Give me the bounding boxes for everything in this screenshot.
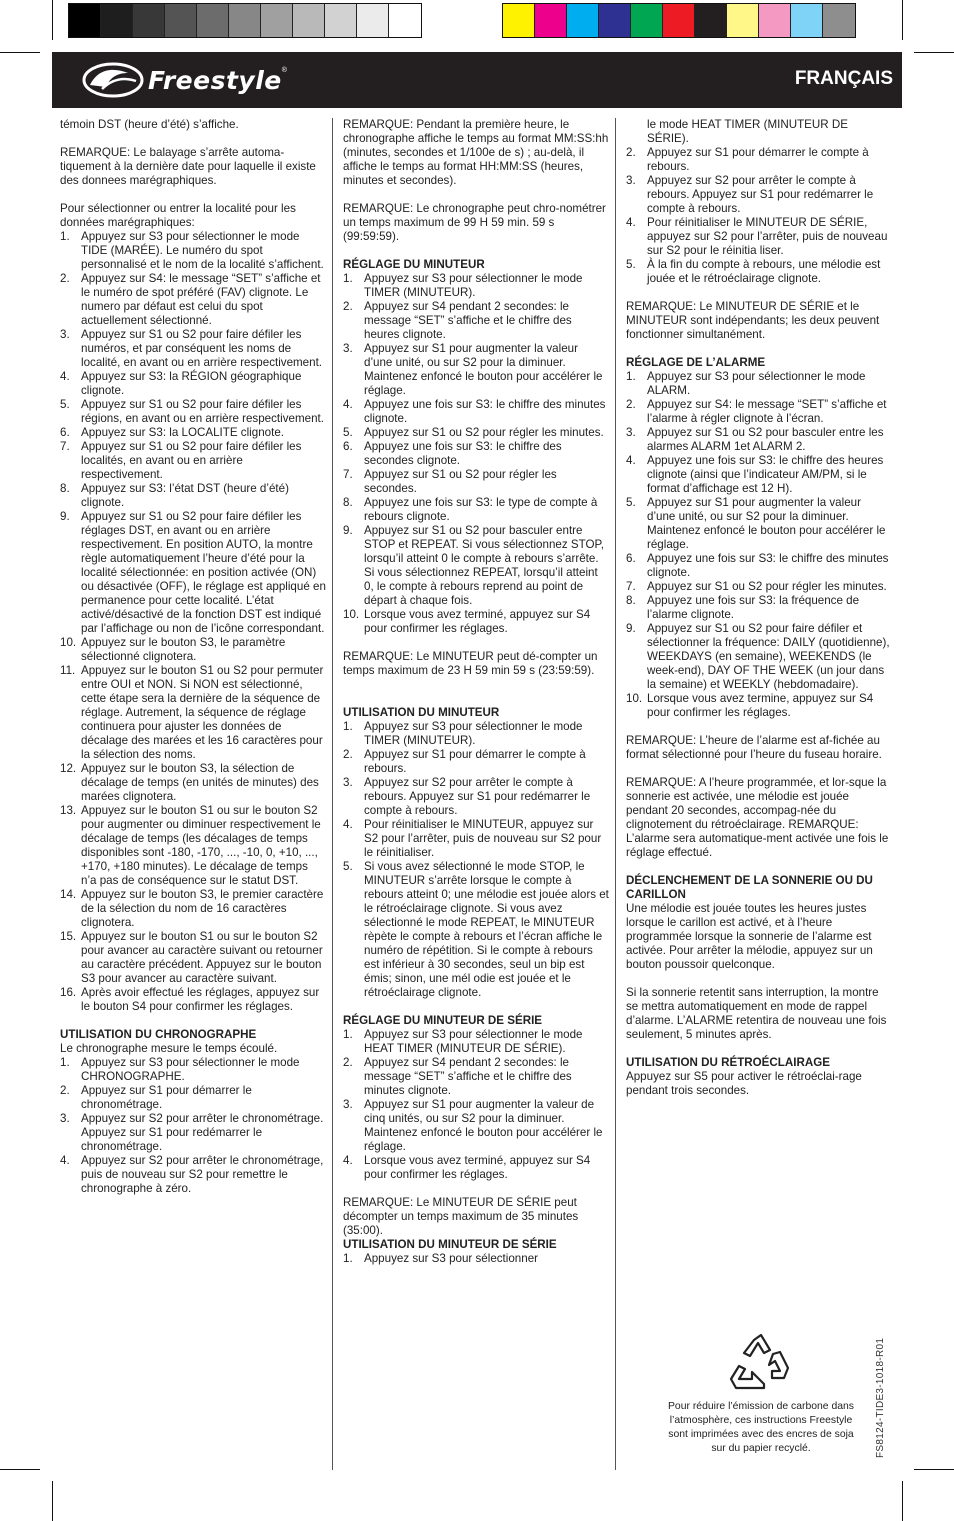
list-item-number	[626, 118, 647, 146]
list-item	[60, 426, 326, 440]
list-item-text: Appuyez sur S1 ou S2 pour faire défiler les localités, en avant ou en arrière respectivement.	[81, 440, 302, 481]
section-heading: DÉCLENCHEMENT DE LA SONNERIE OU DU CARILLON	[626, 874, 873, 901]
list-item-number: 16.	[60, 986, 77, 999]
list-item	[60, 1112, 326, 1154]
section-heading: RÉGLAGE DU MINUTEUR DE SÉRIE	[343, 1014, 543, 1027]
list-item-number: 2.	[343, 748, 353, 761]
list-item-text: Appuyez sur S1 ou S2 pour régler les minutes.	[364, 426, 604, 439]
list-item	[626, 454, 892, 496]
section-heading: UTILISATION DU RÉTROÉCLAIRAGE	[626, 1056, 830, 1069]
list-item-number: 2.	[60, 1084, 70, 1097]
list-item	[60, 1056, 326, 1084]
color-swatch	[503, 4, 535, 37]
color-swatch	[325, 4, 357, 37]
column-divider	[332, 118, 333, 1470]
list-item-number: 4.	[60, 370, 70, 383]
color-swatch	[197, 4, 229, 37]
list-item-text: Appuyez sur S3 pour sélectionner le mode TIMER (MINUTEUR).	[364, 720, 583, 747]
list-item-text: Appuyez une fois sur S3: le chiffre des secondes clignote.	[364, 440, 562, 467]
list-item-text: Appuyez une fois sur S3: le chiffre des minutes clignote.	[364, 398, 606, 425]
list-item-text: Appuyez sur S3 pour sélectionner le mode CHRONOGRAPHE.	[81, 1056, 300, 1083]
color-swatch	[133, 4, 165, 37]
list-item-text: Lorsque vous avez terminé, appuyez sur S4 pour confirmer les réglages.	[364, 1154, 591, 1181]
list-item-number: 11.	[60, 664, 76, 677]
list-item-number: 7.	[343, 468, 353, 481]
list-item	[343, 1028, 609, 1056]
list-item-number: 4.	[343, 1154, 353, 1167]
list-item-text: Appuyez sur S1 ou S2 pour régler les secondes.	[364, 468, 557, 495]
list-item-number: 6.	[343, 440, 353, 453]
freestyle-wave-icon	[82, 61, 144, 99]
text-column-2	[343, 118, 609, 1266]
list-item	[60, 482, 326, 510]
list-item-number: 1.	[343, 1028, 353, 1041]
paragraph-spacer	[626, 972, 892, 986]
list-item-text: Appuyez sur S3 pour sélectionner le mode TIMER (MINUTEUR).	[364, 272, 583, 299]
list-item-number: 1.	[343, 720, 353, 733]
list-item	[343, 426, 609, 440]
crop-mark	[0, 1469, 40, 1470]
list-item-text: Appuyez sur S1 pour démarrer le compte à rebours.	[364, 748, 586, 775]
list-item-text: Appuyez sur S4 pendant 2 secondes: le message “SET” s’affiche et le chiffre des heures clignote.	[364, 300, 572, 341]
list-item	[626, 118, 892, 146]
list-item-number: 2.	[343, 300, 353, 313]
list-item-number: 5.	[626, 496, 636, 509]
list-item-text: Appuyez sur S4 pendant 2 secondes: le message “SET” s’affiche et le chiffre des minutes clignote.	[364, 1056, 572, 1097]
list-item-number: 12.	[60, 762, 77, 775]
list-item-number: 9.	[343, 524, 353, 537]
list-item	[626, 370, 892, 398]
language-title: FRANÇAIS	[794, 68, 893, 89]
list-item-number: 3.	[343, 342, 353, 355]
paragraph: REMARQUE: Pendant la première heure, le chronographe affiche le temps au format MM:SS:hh (minutes, secondes et 1/100e de s) ; au-delà, il affiche le temps au format HH:MM:SS (heures, minutes et secondes).	[343, 118, 609, 187]
paragraph: Si la sonnerie retentit sans interruption, la montre se mettra automatiquement en mode de rappel d’alarme. L’ALARME retentira de nouveau une fois seulement, 5 minutes après.	[626, 986, 887, 1041]
list-item	[626, 580, 892, 594]
text-column-3	[626, 118, 892, 1098]
paragraph-spacer	[626, 720, 892, 734]
list-item-number: 6.	[60, 426, 70, 439]
paragraph: REMARQUE: Le balayage s’arrête automa-tiquement à la dernière date pour laquelle il existe des donnees marégraphiques.	[60, 146, 316, 187]
paragraph: Appuyez sur S5 pour activer le rétroéclai-rage pendant trois secondes.	[626, 1070, 862, 1097]
list-item-number: 8.	[626, 594, 636, 607]
list-item-number: 4.	[343, 818, 353, 831]
paragraph: Pour sélectionner ou entrer la localité pour les données marégraphiques:	[60, 202, 296, 229]
color-swatch	[695, 4, 727, 37]
list-item-text: Lorsque vous avez terminé, appuyez sur S4 pour confirmer les réglages.	[364, 608, 591, 635]
list-item	[626, 622, 892, 692]
list-item-text: Appuyez sur S4: le message “SET” s’affiche et le numéro de spot préféré (FAV) clignote. Le numero par défaut est celui du spot actuellement sélectionné.	[81, 272, 321, 327]
paragraph: REMARQUE: Le MINUTEUR DE SÉRIE peut décompter un temps maximum de 35 minutes (35:00).	[343, 1196, 579, 1237]
paragraph: REMARQUE: Le chronographe peut chro-nométrer un temps maximum de 99 H 59 min. 59 s (99:59:59).	[343, 202, 606, 243]
list-item-number: 8.	[343, 496, 353, 509]
color-swatch	[599, 4, 631, 37]
list-item	[60, 440, 326, 482]
list-item-text: Appuyez sur le bouton S3, le paramètre sélectionné clignotera.	[81, 636, 286, 663]
list-item-number: 9.	[626, 622, 636, 635]
list-item	[60, 510, 326, 636]
list-item	[343, 496, 609, 524]
section-heading: UTILISATION DU MINUTEUR	[343, 706, 500, 719]
recycle-note: Pour réduire l’émission de carbone dans l’atmosphère, ces instructions Freestyle sont imprimées avec des encres de soja sur du papier recyclé.	[668, 1401, 854, 1454]
list-item	[343, 608, 609, 636]
list-item-text: Appuyez sur S1 pour augmenter la valeur de cinq unités, ou sur S2 pour la diminuer. Maintenez enfoncé le bouton pour accélérer le réglage.	[364, 1098, 603, 1153]
list-item-text: Appuyez sur S2 pour arrêter le chronométrage, puis de nouveau sur S2 pour remettre le chronographe à zéro.	[81, 1154, 324, 1195]
paragraph-spacer	[343, 1182, 609, 1196]
color-swatch	[535, 4, 567, 37]
list-item-text: À la fin du compte à rebours, une mélodie est jouée et le rétroéclairage clignote.	[647, 258, 881, 285]
list-item-text: Appuyez sur S1 ou S2 pour régler les minutes.	[647, 580, 887, 593]
list-item-number: 4.	[343, 398, 353, 411]
section-heading: RÉGLAGE DU MINUTEUR	[343, 258, 485, 271]
section-heading: UTILISATION DU CHRONOGRAPHE	[60, 1028, 257, 1041]
list-item-number: 3.	[626, 426, 636, 439]
list-item-text: Appuyez sur S3 pour sélectionner le mode ALARM.	[647, 370, 866, 397]
list-item-text: Appuyez sur S1 pour démarrer le compte à rebours.	[647, 146, 869, 173]
color-swatch	[293, 4, 325, 37]
recycle-icon	[728, 1332, 794, 1394]
list-item-number: 4.	[60, 1154, 70, 1167]
list-item-text: Appuyez sur le bouton S1 ou S2 pour permuter entre OUI et NON. Si NON est sélectionné, cette étape sera la dernière de la séquence de réglage. Autrement, la séquence de réglage continuera pour ajuster les données de décalage des marées et les 16 caractères pour la sélection des noms.	[81, 664, 324, 761]
list-item-number: 2.	[60, 272, 70, 285]
list-item	[60, 272, 326, 328]
list-item-number: 1.	[626, 370, 636, 383]
paragraph: REMARQUE: L’heure de l’alarme est af-fichée au format sélectionné pour l’heure du fuseau horaire.	[626, 734, 882, 761]
paragraph: REMARQUE: Le MINUTEUR peut dé-compter un temps maximum de 23 H 59 min 59 s (23:59:59).	[343, 650, 598, 677]
list-item	[343, 300, 609, 342]
paragraph: Le chronographe mesure le temps écoulé.	[60, 1042, 278, 1055]
list-item-text: Appuyez une fois sur S3: le chiffre des heures clignote (ainsi que l’indicateur AM/PM, si le format d’affichage est 12 H).	[647, 454, 884, 495]
list-item-text: Appuyez sur S2 pour arrêter le compte à rebours. Appuyez sur S1 pour redémarrer le compte à rebours.	[647, 174, 874, 215]
crop-mark	[914, 52, 954, 53]
paragraph-spacer	[626, 860, 892, 874]
list-item	[343, 398, 609, 426]
list-item-text: Appuyez sur S3 pour sélectionner le mode TIDE (MARÉE). Le numéro du spot personnalisé et le nom de la localité s’affichent.	[81, 230, 324, 271]
list-item-text: Appuyez sur S3: la RÉGION géographique clignote.	[81, 370, 302, 397]
list-item-text: Appuyez sur S1 pour augmenter la valeur d’une unité, ou sur S2 pour la diminuer. Maintenez enfoncé le bouton pour accélérer le réglage.	[647, 496, 886, 551]
crop-mark	[902, 1481, 903, 1521]
color-swatch	[229, 4, 261, 37]
header-bar	[52, 52, 902, 108]
list-item	[60, 888, 326, 930]
crop-mark	[52, 0, 53, 40]
list-item	[343, 776, 609, 818]
list-item-number: 3.	[60, 1112, 70, 1125]
color-swatch	[791, 4, 823, 37]
list-item-number: 3.	[60, 328, 70, 341]
list-item-text: Après avoir effectué les réglages, appuyez sur le bouton S4 pour confirmer les réglages.	[81, 986, 320, 1013]
list-item-text: Si vous avez sélectionné le mode STOP, le MINUTEUR s’arrête lorsque le compte à rebours atteint 0; une mélodie est jouée alors et le rétroéclairage clignote. Si vous avez sélectionné le mode REPEAT, le MINUTEUR rèpète le compte à rebours et l’écran affiche le numéro de répétition. Si le compte à rebours est inférieur à 30 secondes, seul un bip est émis; sinon, une mél odie est jouée et le rétroéclairage clignote.	[364, 860, 609, 999]
paragraph-spacer	[60, 1014, 326, 1028]
list-item	[343, 1252, 609, 1266]
color-swatch	[357, 4, 389, 37]
list-item	[343, 818, 609, 860]
registered-mark: ®	[281, 67, 287, 74]
list-item-text: Pour réinitialiser le MINUTEUR DE SÉRIE, appuyez sur S2 pour l’arrêter, puis de nouveau sur S2 pour le réinitia liser.	[647, 216, 888, 257]
color-swatch	[727, 4, 759, 37]
crop-mark	[52, 1481, 53, 1521]
list-item-text: Appuyez sur S1 ou S2 pour basculer entre STOP et REPEAT. Si vous sélectionnez STOP, lorsqu’il atteint 0 le compte à rebours s’arrête. Si vous sélectionnez REPEAT, lorsqu’il atteint 0, le compte à rebours reprend au point de départ à chaque fois.	[364, 524, 604, 607]
recycle-notice	[660, 1332, 862, 1456]
color-swatch	[567, 4, 599, 37]
list-item	[343, 860, 609, 1000]
list-item	[626, 258, 892, 286]
list-item	[60, 636, 326, 664]
color-swatch	[69, 4, 101, 37]
list-item-text: Pour réinitialiser le MINUTEUR, appuyez sur S2 pour l’arrêter, puis de nouveau sur S2 pour le réinitialiser.	[364, 818, 602, 859]
list-item	[60, 328, 326, 370]
column-divider	[615, 118, 616, 1470]
color-swatch	[631, 4, 663, 37]
list-item	[626, 174, 892, 216]
paragraph-spacer	[60, 132, 326, 146]
list-item-text: Appuyez sur S3 pour sélectionner	[364, 1252, 539, 1265]
grayscale-color-bar	[68, 3, 422, 38]
list-item	[343, 748, 609, 776]
section-heading: UTILISATION DU MINUTEUR DE SÉRIE	[343, 1238, 557, 1251]
color-swatch	[165, 4, 197, 37]
list-item-number: 5.	[343, 426, 353, 439]
list-item-text: le mode HEAT TIMER (MINUTEUR DE SÉRIE).	[647, 118, 848, 145]
list-item-number: 9.	[60, 510, 70, 523]
list-item-number: 15.	[60, 930, 77, 943]
list-item-number: 1.	[60, 1056, 70, 1069]
brand-name: Freestyle	[148, 65, 282, 95]
paragraph-spacer	[60, 188, 326, 202]
list-item-text: Lorsque vous avez termine, appuyez sur S4 pour confirmer les réglages.	[647, 692, 874, 719]
list-item-number: 5.	[343, 860, 353, 873]
section-heading: RÉGLAGE DE L’ALARME	[626, 356, 766, 369]
list-item-text: Appuyez sur S3: l’état DST (heure d’été) clignote.	[81, 482, 289, 509]
list-item	[343, 440, 609, 468]
list-item	[626, 496, 892, 552]
list-item	[626, 692, 892, 720]
color-swatch	[663, 4, 695, 37]
list-item	[60, 1154, 326, 1196]
color-swatch	[759, 4, 791, 37]
paragraph: témoin DST (heure d’été) s’affiche.	[60, 118, 239, 131]
list-item	[60, 804, 326, 888]
list-item-number: 10.	[626, 692, 643, 705]
list-item	[60, 1084, 326, 1112]
process-color-bar	[502, 3, 856, 38]
list-item-text: Appuyez sur S2 pour arrêter le compte à rebours. Appuyez sur S1 pour redémarrer le compte à rebours.	[364, 776, 591, 817]
paragraph: REMARQUE: Le MINUTEUR DE SÉRIE et le MINUTEUR sont indépendants; les deux peuvent fonctionner simultanément.	[626, 300, 880, 341]
list-item-number: 1.	[343, 1252, 353, 1265]
paragraph-spacer	[626, 762, 892, 776]
list-item	[343, 342, 609, 398]
paragraph-spacer	[343, 1000, 609, 1014]
list-item-text: Appuyez sur S3: la LOCALITE clignote.	[81, 426, 284, 439]
list-item-text: Appuyez sur S4: le message “SET” s’affiche et l’alarme à régler clignote à l’écran.	[647, 398, 887, 425]
list-item-number: 3.	[343, 776, 353, 789]
list-item-number: 3.	[343, 1098, 353, 1111]
list-item-text: Appuyez une fois sur S3: le chiffre des minutes clignote.	[647, 552, 889, 579]
crop-mark	[914, 1469, 954, 1470]
list-item-number: 2.	[626, 398, 636, 411]
list-item	[343, 720, 609, 748]
list-item-text: Appuyez sur S1 ou S2 pour faire défiler les réglages DST, en avant ou en arrière respectivement. En position AUTO, la montre règle automatiquement l’heure d’été pour la localité sélectionnée: en position activée (ON) ou désactivée (OFF), le réglage est appliqué en permanence pour cette localité. L’état activé/désactivé de la fonction DST est indiqué par l’affichage ou non de l’icône correspondant.	[81, 510, 326, 635]
list-item	[60, 762, 326, 804]
list-item-number: 13.	[60, 804, 77, 817]
list-item-text: Appuyez sur S3 pour sélectionner le mode HEAT TIMER (MINUTEUR DE SÉRIE).	[364, 1028, 583, 1055]
color-swatch	[101, 4, 133, 37]
list-item-number: 5.	[626, 258, 636, 271]
color-swatch	[823, 4, 855, 37]
list-item	[626, 398, 892, 426]
list-item	[343, 272, 609, 300]
list-item-text: Appuyez sur le bouton S3, le premier caractère de la sélection du nom de 16 caractères clignotera.	[81, 888, 324, 929]
list-item-text: Appuyez sur S1 pour démarrer le chronométrage.	[81, 1084, 252, 1111]
list-item-number: 1.	[60, 230, 70, 243]
crop-mark	[0, 52, 40, 53]
list-item	[343, 524, 609, 608]
list-item	[343, 1154, 609, 1182]
list-item	[343, 468, 609, 496]
text-column-1	[60, 118, 326, 1196]
crop-mark	[902, 0, 903, 40]
paragraph-spacer	[626, 342, 892, 356]
list-item-number: 6.	[626, 552, 636, 565]
list-item-number: 2.	[343, 1056, 353, 1069]
list-item	[60, 230, 326, 272]
color-swatch	[389, 4, 421, 37]
list-item-text: Appuyez sur S1 ou S2 pour faire défiler et sélectionner la fréquence: DAILY (quotidienne), WEEKDAYS (en semaine), WEEKENDS (le week-end), DAY OF THE WEEK (un jour dans la semaine) et WEEKLY (hebdomadaire).	[647, 622, 890, 691]
list-item	[626, 146, 892, 174]
list-item	[60, 986, 326, 1014]
list-item-number: 3.	[626, 174, 636, 187]
paragraph-spacer	[343, 678, 609, 692]
list-item-number: 4.	[626, 216, 636, 229]
list-item-text: Appuyez sur S1 pour augmenter la valeur d’une unité, ou sur S2 pour la diminuer. Maintenez enfoncé le bouton pour accélérer le réglage.	[364, 342, 603, 397]
paragraph: Une mélodie est jouée toutes les heures justes lorsque le carillon est activé, et à l’heure programmée lorsque la sonnerie de l’alarme est activée. Pour arrêter la mélodie, appuyez sur un bouton poussoir quelconque.	[626, 902, 873, 971]
list-item	[60, 398, 326, 426]
list-item-text: Appuyez sur le bouton S3, la sélection de décalage de temps (en unités de minutes) des marées clignotera.	[81, 762, 319, 803]
list-item-number: 7.	[626, 580, 636, 593]
paragraph: REMARQUE: A l’heure programmée, et lor-sque la sonnerie est activée, une mélodie est jouée pendant 20 secondes, accompag-née du clignotement du rétroéclairage. REMARQUE: L’alarme sera automatique-ment activée une fois le réglage effectué.	[626, 776, 889, 859]
list-item-text: Appuyez sur S2 pour arrêter le chronométrage. Appuyez sur S1 pour redémarrer le chronométrage.	[81, 1112, 324, 1153]
list-item-number: 10.	[343, 608, 360, 621]
list-item-number: 4.	[626, 454, 636, 467]
list-item-number: 2.	[626, 146, 636, 159]
paragraph-spacer	[343, 244, 609, 258]
list-item-text: Appuyez sur le bouton S1 ou sur le bouton S2 pour augmenter ou diminuer respectivement le décalage de temps (les décalages de temps disponibles sont -180, -170, ..., -10, 0, +10, ..., +170, +180 minutes). Le décalage de temps n’a pas de conséquence sur le statut DST.	[81, 804, 321, 887]
freestyle-logo	[82, 61, 287, 99]
list-item-number: 10.	[60, 636, 77, 649]
list-item	[60, 930, 326, 986]
list-item-number: 7.	[60, 440, 70, 453]
list-item	[626, 594, 892, 622]
document-code: FS8124-TIDE3-1018-R01	[875, 1337, 886, 1458]
list-item-number: 1.	[343, 272, 353, 285]
paragraph-spacer	[626, 1042, 892, 1056]
list-item-number: 5.	[60, 398, 70, 411]
list-item-number: 14.	[60, 888, 77, 901]
list-item	[343, 1056, 609, 1098]
paragraph-spacer	[626, 286, 892, 300]
paragraph-spacer	[343, 188, 609, 202]
list-item	[626, 552, 892, 580]
list-item	[60, 664, 326, 762]
list-item-text: Appuyez sur S1 ou S2 pour basculer entre les alarmes ALARM 1et ALARM 2.	[647, 426, 884, 453]
list-item	[626, 426, 892, 454]
list-item-text: Appuyez une fois sur S3: le type de compte à rebours clignote.	[364, 496, 598, 523]
paragraph-spacer	[343, 636, 609, 650]
list-item-text: Appuyez sur S1 ou S2 pour faire défiler les numéros, et par conséquent les noms de localité, en avant ou en arrière respectivement.	[81, 328, 323, 369]
list-item	[626, 216, 892, 258]
list-item	[60, 370, 326, 398]
color-swatch	[261, 4, 293, 37]
list-item-text: Appuyez sur le bouton S1 ou sur le bouton S2 pour avancer au caractère suivant ou retourner au caractère précédent. Appuyez sur le bouton S3 pour avancer au caractère suivant.	[81, 930, 323, 985]
list-item-text: Appuyez une fois sur S3: la fréquence de l’alarme clignote.	[647, 594, 860, 621]
list-item-number: 8.	[60, 482, 70, 495]
list-item-text: Appuyez sur S1 ou S2 pour faire défiler les régions, en avant ou en arrière respectivement.	[81, 398, 324, 425]
paragraph-spacer	[343, 692, 609, 706]
list-item	[343, 1098, 609, 1154]
